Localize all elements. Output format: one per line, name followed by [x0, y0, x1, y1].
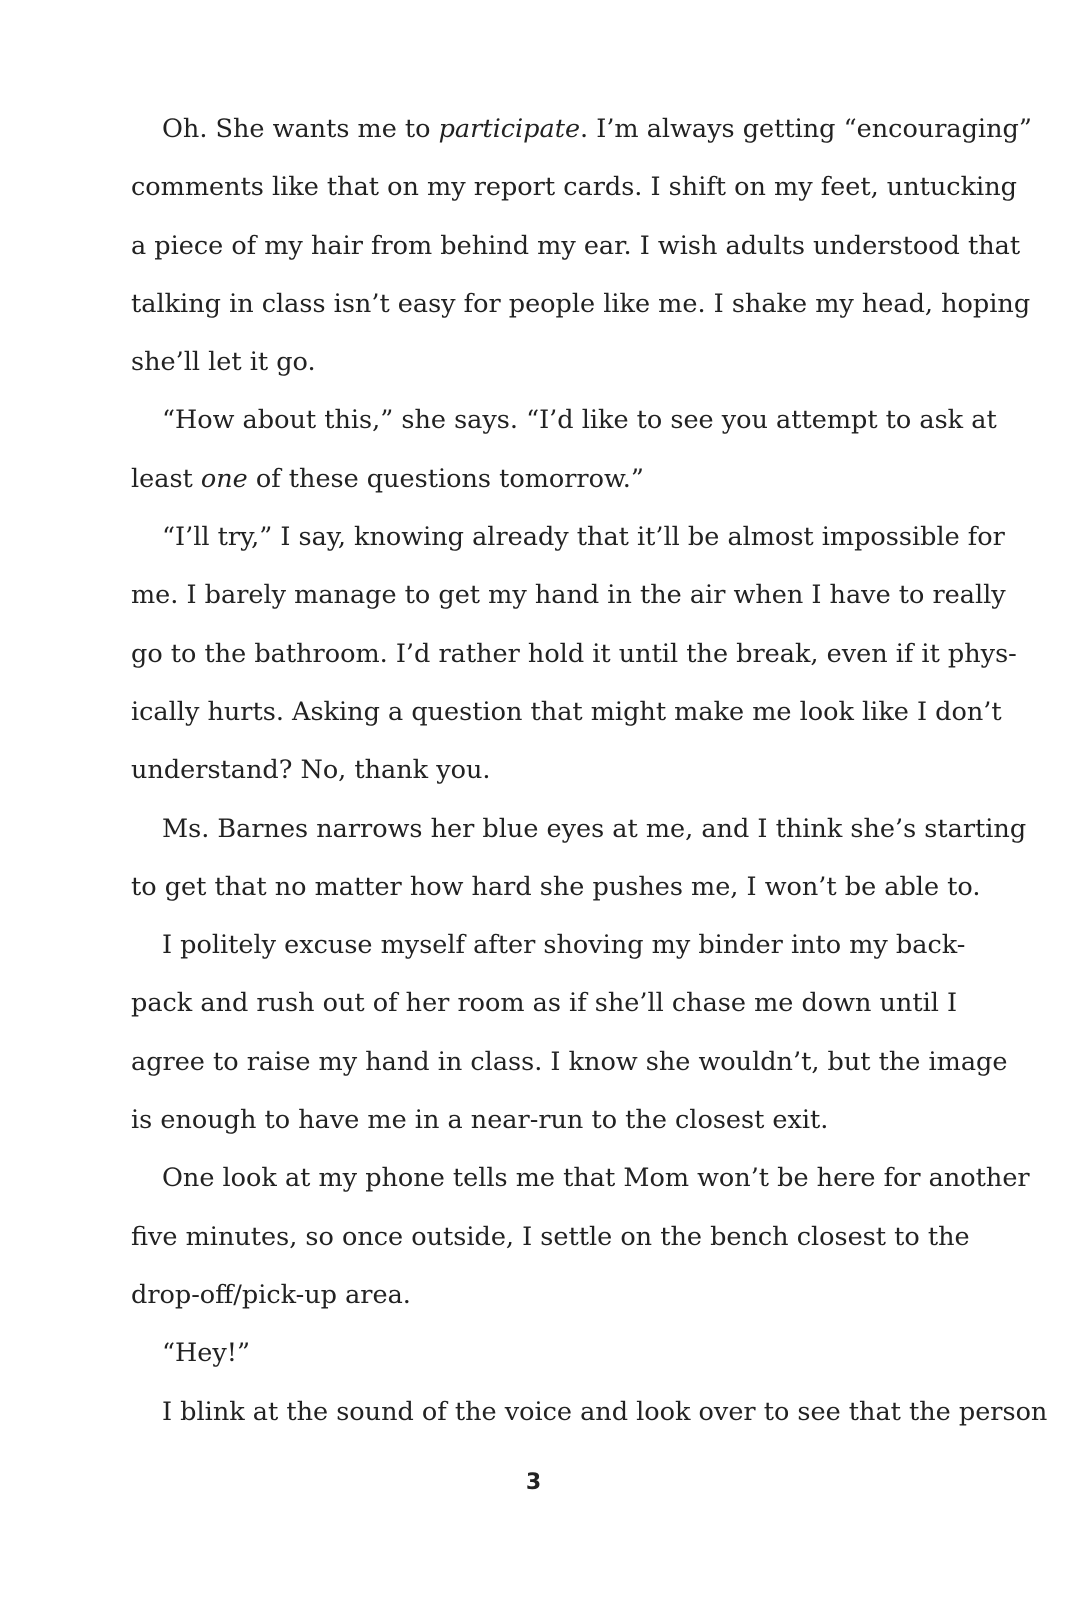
paragraph: [131, 100, 1032, 391]
text-line: drop-off/pick-up area.: [131, 1279, 411, 1310]
paragraph: [131, 391, 997, 508]
text-line: “How about this,” she says. “I’d like to see you attempt to ask at: [162, 405, 997, 436]
paragraph: [131, 916, 1008, 1149]
text-line: One look at my phone tells me that Mom won’t be here for another: [162, 1163, 1030, 1194]
text-line: she’ll let it go.: [131, 347, 316, 378]
text-line: I blink at the sound of the voice and look over to see that the person: [162, 1396, 1048, 1427]
text-line: is enough to have me in a near-run to the closest exit.: [131, 1105, 829, 1136]
text-line: understand? No, thank you.: [131, 755, 491, 786]
text-line: Ms. Barnes narrows her blue eyes at me, and I think she’s starting: [162, 813, 1027, 844]
text-line: to get that no matter how hard she pushes me, I won’t be able to.: [131, 871, 981, 902]
body-text: [131, 100, 1048, 1441]
text-line: pack and rush out of her room as if she’ll chase me down until I: [131, 988, 958, 1019]
text-line: “Hey!”: [162, 1338, 251, 1369]
paragraph: [131, 800, 1027, 917]
text-line: talking in class isn’t easy for people like me. I shake my head, hoping: [131, 288, 1031, 319]
paragraph: [131, 1383, 1048, 1441]
text-line: Oh. She wants me to participate. I’m always getting “encouraging”: [162, 114, 1032, 144]
text-line: ically hurts. Asking a question that might make me look like I don’t: [131, 696, 1002, 727]
emphasis: participate: [438, 114, 581, 144]
page-number: 3: [525, 1470, 542, 1495]
text-line: five minutes, so once outside, I settle on the bench closest to the: [131, 1221, 970, 1252]
text-line: “I’ll try,” I say, knowing already that it’ll be almost impossible for: [162, 522, 1005, 553]
text-line: me. I barely manage to get my hand in the air when I have to really: [131, 580, 1006, 611]
paragraph: [131, 1149, 1030, 1324]
text-line: a piece of my hair from behind my ear. I wish adults understood that: [131, 230, 1021, 261]
text-line: comments like that on my report cards. I shift on my feet, untucking: [131, 172, 1017, 203]
paragraph: [131, 508, 1017, 799]
text-line: agree to raise my hand in class. I know she wouldn’t, but the image: [131, 1046, 1008, 1077]
text-line: go to the bathroom. I’d rather hold it until the break, even if it phys-: [131, 638, 1017, 669]
text-line: least one of these questions tomorrow.”: [131, 463, 644, 494]
emphasis: one: [200, 463, 248, 494]
text-line: I politely excuse myself after shoving my binder into my back-: [162, 930, 966, 961]
paragraph: [131, 1324, 928, 1382]
